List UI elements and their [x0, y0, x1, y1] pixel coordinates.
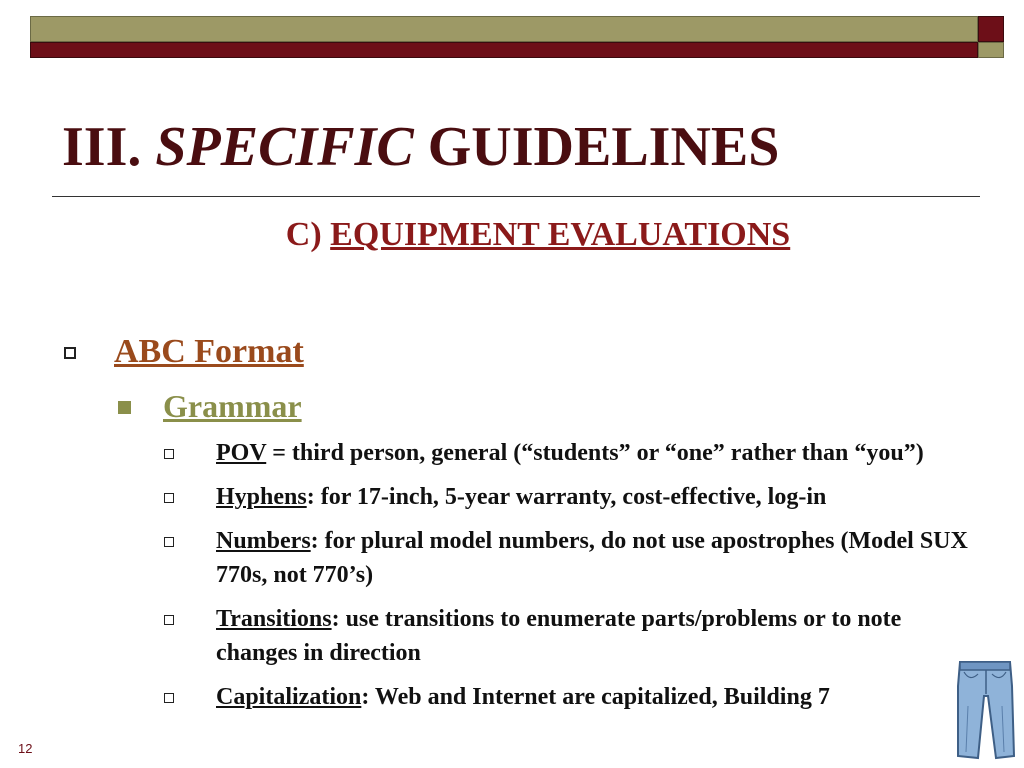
subtitle-underlined: EQUIPMENT EVALUATIONS	[330, 216, 791, 253]
hollow-square-bullet-icon	[164, 449, 174, 459]
title-suffix: GUIDELINES	[427, 116, 780, 178]
header-square-maroon	[978, 16, 1004, 42]
title-italic: SPECIFIC	[155, 116, 414, 178]
hollow-square-bullet-icon	[164, 615, 174, 625]
hollow-square-bullet-icon	[64, 347, 76, 359]
level2-text: Grammar	[163, 388, 302, 424]
bullet-term: Transitions	[216, 606, 332, 632]
hollow-square-bullet-icon	[164, 537, 174, 547]
jeans-icon	[952, 656, 1018, 762]
bullet-text: = third person, general (“students” or “one” rather than “you”)	[266, 440, 924, 466]
bullet-text: : for plural model numbers, do not use apostrophes (Model SUX 770s, not 770’s)	[216, 528, 968, 588]
list-item	[164, 436, 984, 470]
list-item	[164, 524, 984, 592]
level1-text: ABC Format	[114, 333, 304, 370]
title-prefix: III.	[62, 116, 142, 178]
bullet-term: Numbers	[216, 528, 311, 554]
slide-subtitle	[0, 214, 1024, 256]
subtitle-label: C)	[285, 216, 322, 253]
bullet-term: Hyphens	[216, 484, 307, 510]
filled-square-bullet-icon	[118, 401, 131, 414]
header-bar-olive	[30, 16, 978, 42]
list-item	[164, 602, 984, 670]
bullet-text: : for 17-inch, 5-year warranty, cost-effective, log-in	[306, 484, 827, 510]
title-divider	[52, 196, 980, 197]
slide-title	[62, 112, 779, 182]
hollow-square-bullet-icon	[164, 493, 174, 503]
bullet-text: : use transitions to enumerate parts/problems or to note changes in direction	[216, 606, 902, 666]
hollow-square-bullet-icon	[164, 693, 174, 703]
bullet-text: : Web and Internet are capitalized, Building 7	[361, 684, 830, 710]
list-item	[164, 680, 984, 714]
page-number: 12	[18, 741, 33, 756]
header-square-olive	[978, 42, 1004, 58]
bullet-term: Capitalization	[216, 684, 362, 710]
grammar-bullet-list	[164, 436, 984, 724]
list-item	[164, 480, 984, 514]
bullet-term: POV	[216, 440, 267, 466]
header-bar-maroon	[30, 42, 978, 58]
